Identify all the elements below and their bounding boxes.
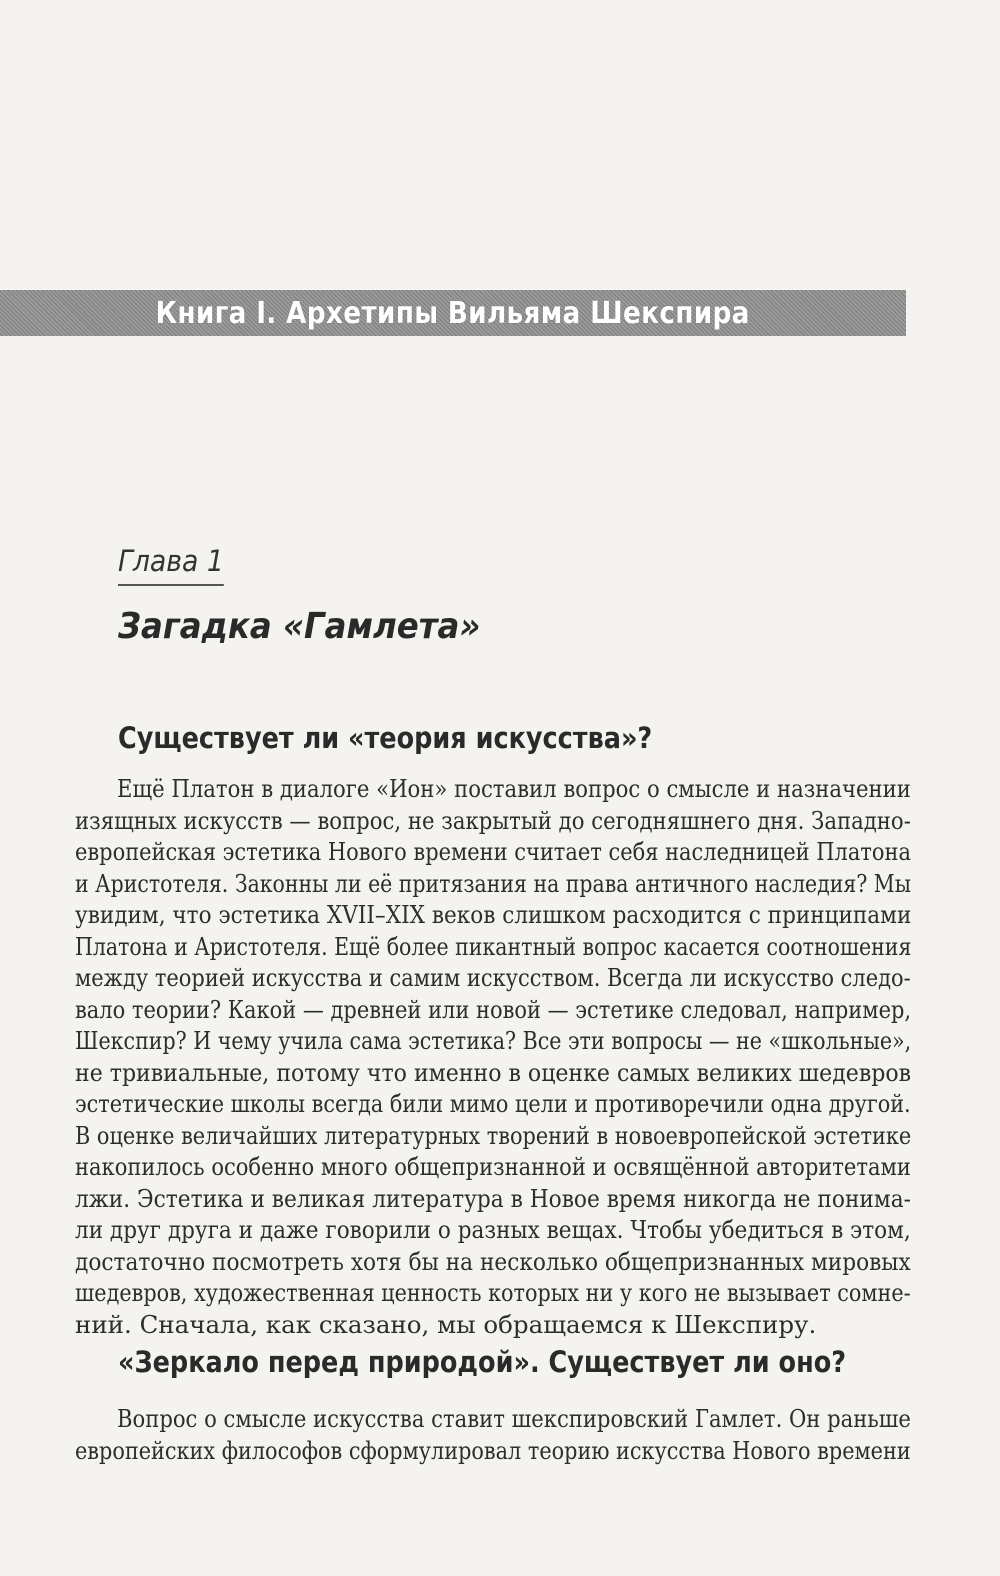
text-line: Шекспир? И чему учила сама эстетика? Все эти вопросы — не «школьные», <box>75 1026 912 1055</box>
text-line: В оценке величайших литературных творений в новоевропейской эстетике <box>75 1120 912 1150</box>
text-line: лжи. Эстетика и великая литература в Новое время никогда не понима- <box>75 1183 912 1213</box>
chapter-title: Загадка «Гамлета» <box>118 606 481 647</box>
book-title-banner <box>0 290 906 336</box>
text-line: ли друг друга и даже говорили о разных вещах. Чтобы убедиться в этом, <box>75 1215 911 1244</box>
text-line: Ещё Платон в диалоге «Ион» поставил вопрос о смысле и назначении <box>117 774 911 803</box>
text-line: не тривиальные, потому что именно в оценке самых великих шедевров <box>75 1057 912 1087</box>
text-line: эстетические школы всегда били мимо цели и противоречили одна другой. <box>75 1089 911 1118</box>
section-heading: Существует ли «теория искусства»? <box>118 721 653 755</box>
text-line: шедевров, художественная ценность которых ни у кого не вызывает сомне- <box>75 1278 911 1307</box>
paragraph <box>75 1403 911 1466</box>
book-title: Книга I. Архетипы Вильяма Шекспира <box>155 295 751 331</box>
text-line: ний. Сначала, как сказано, мы обращаемся к Шекспиру. <box>75 1309 817 1339</box>
text-line: и Аристотеля. Законны ли её притязания на права античного наследия? Мы <box>75 868 912 898</box>
text-line: между теорией искусства и самим искусством. Всегда ли искусство следо- <box>75 963 911 992</box>
text-line: Платона и Аристотеля. Ещё более пикантный вопрос касается соотношения <box>75 931 912 961</box>
section-heading: «Зеркало перед природой». Существует ли оно? <box>118 1345 847 1379</box>
text-line: европейская эстетика Нового времени считает себя наследницей Платона <box>75 837 911 866</box>
paragraph <box>75 773 911 1340</box>
chapter-label: Глава 1 <box>118 545 224 586</box>
text-line: вало теории? Какой — древней или новой — эстетике следовал, например, <box>75 994 912 1024</box>
text-line: накопилось особенно много общепризнанной и освящённой авторитетами <box>75 1152 911 1181</box>
text-line: европейских философов сформулировал теорию искусства Нового времени <box>75 1435 911 1465</box>
text-line: Вопрос о смысле искусства ставит шекспировский Гамлет. Он раньше <box>117 1404 911 1433</box>
text-line: изящных искусств — вопрос, не закрытый до сегодняшнего дня. Западно- <box>75 805 911 835</box>
text-line: увидим, что эстетика XVII–XIX веков слишком расходится с принципами <box>75 900 912 929</box>
text-line: достаточно посмотреть хотя бы на несколько общепризнанных мировых <box>75 1246 911 1276</box>
